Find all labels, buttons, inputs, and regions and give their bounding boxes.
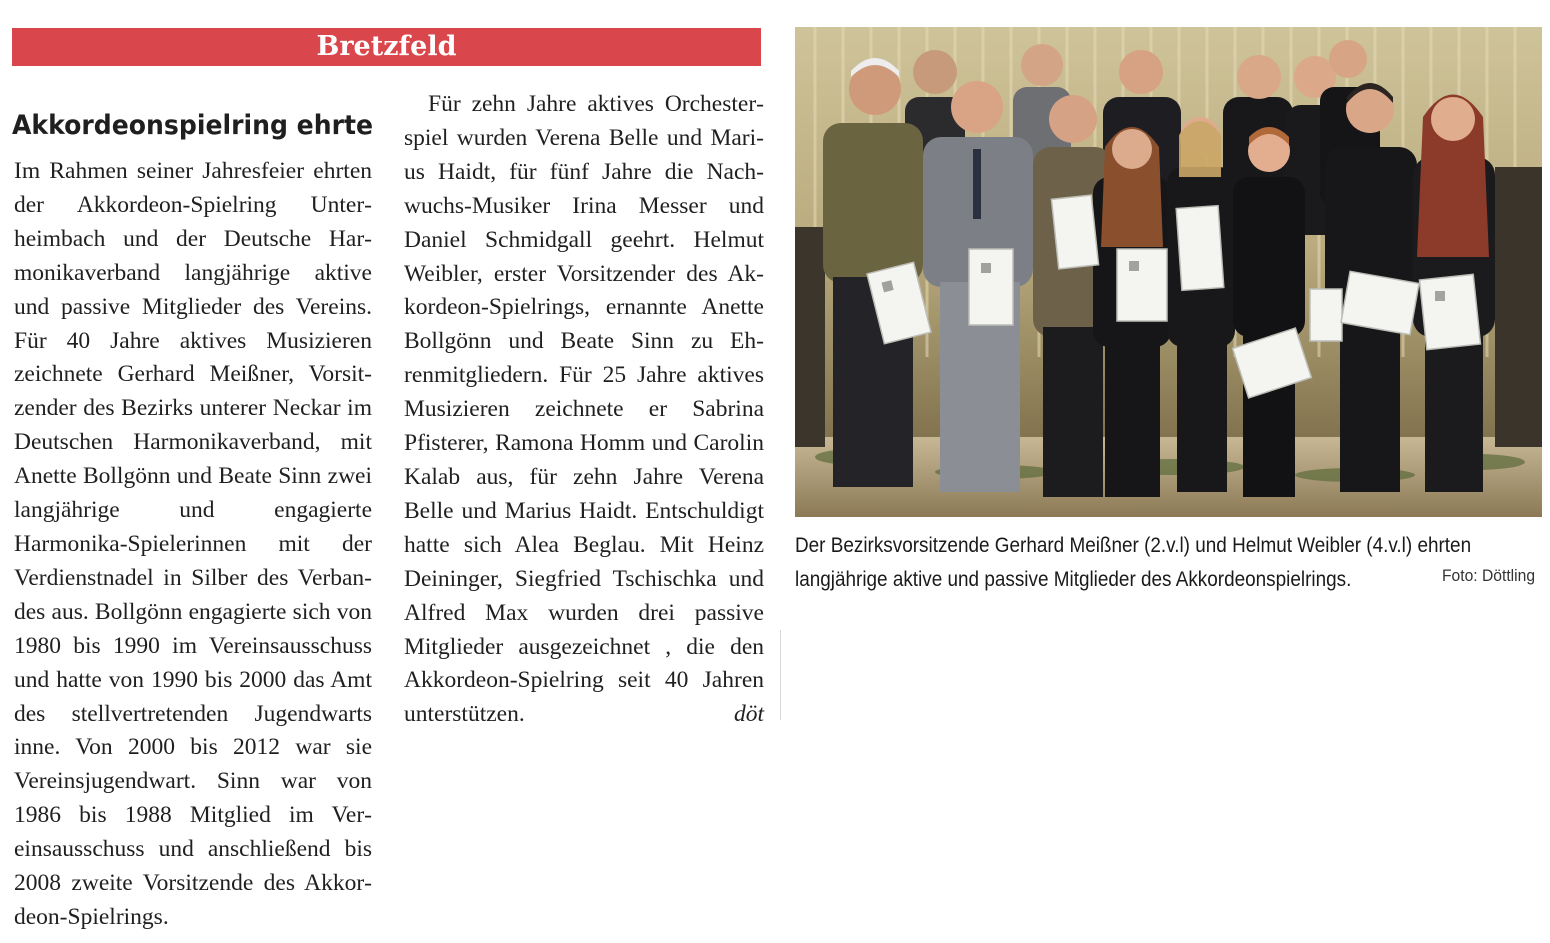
photo-caption-line-1: Der Bezirksvorsitzende Gerhard Meißner (2.v.l) und Helmut Weibler (4.v.l) ehrten [795,533,1472,557]
photo-credit: Foto: Döttling [1442,566,1536,585]
article-column-right [404,88,764,732]
photo-caption-line-2: langjährige aktive und passive Mitglieder des Akkordeonspielrings. [795,567,1352,591]
group-photo [795,27,1542,517]
section-label: Bretzfeld [316,31,457,62]
group-photo-illustration [795,27,1542,517]
article-text-right-body: Für zehn Jahre aktives Orchesterspiel wurden Verena Belle und Marius Haidt, für fünf Jahre die Nachwuchs-Musiker Irina Messer und Daniel Schmidgall geehrt. Helmut Weibler, erster Vorsitzender des Akkordeon-Spielrings, ernannte Anette Bollgönn und Beate Sinn zu Ehrenmitgliedern. Für 25 Jahre aktives Musizieren zeichnete er Sabrina Pfisterer, Ramona Homm und Carolin Kalab aus, für zehn Jahre Verena Belle und Marius Haidt. Entschuldigt hatte sich Alea Beglau. Mit Heinz Deininger, Siegfried Tschischka und Alfred Max wurden drei passive Mitglieder ausgezeichnet , die den Akkordeon-Spielring seit 40 Jahren unterstützen. [404,91,764,728]
author-initials: döt [733,701,764,728]
article-text-left: Im Rahmen seiner Jahresfeier ehrten der Akkordeon-Spielring Unterheimbach und der Deutsche Harmonikaverband langjährige aktive und passive Mitglieder des Vereins. Für 40 Jahre aktives Musizieren zeichnete Gerhard Meißner, Vorsitzender des Bezirks unterer Neckar im Deutschen Harmonikaverband, mit Anette Bollgönn und Beate Sinn zwei langjährige und engagierte Harmonika-Spielerinnen mit der Verdienstnadel in Silber des Verbandes aus. Bollgönn engagierte sich von 1980 bis 1990 im Vereinsausschuss und hatte von 1990 bis 2000 das Amt des stellvertretenden Jugendwarts inne. Von 2000 bis 2012 war sie Vereinsjugendwart. Sinn war von 1986 bis 1988 Mitglied im Vereinsausschuss und anschließend bis 2008 zweite Vorsitzende des Akkordeon-Spielrings. [14,158,372,930]
article-text-right [404,88,764,732]
article-column-left [14,155,372,935]
column-divider [780,630,781,720]
article-headline: Akkordeonspielring ehrte [12,110,373,141]
section-banner [12,28,761,66]
photo-caption [795,528,1545,596]
